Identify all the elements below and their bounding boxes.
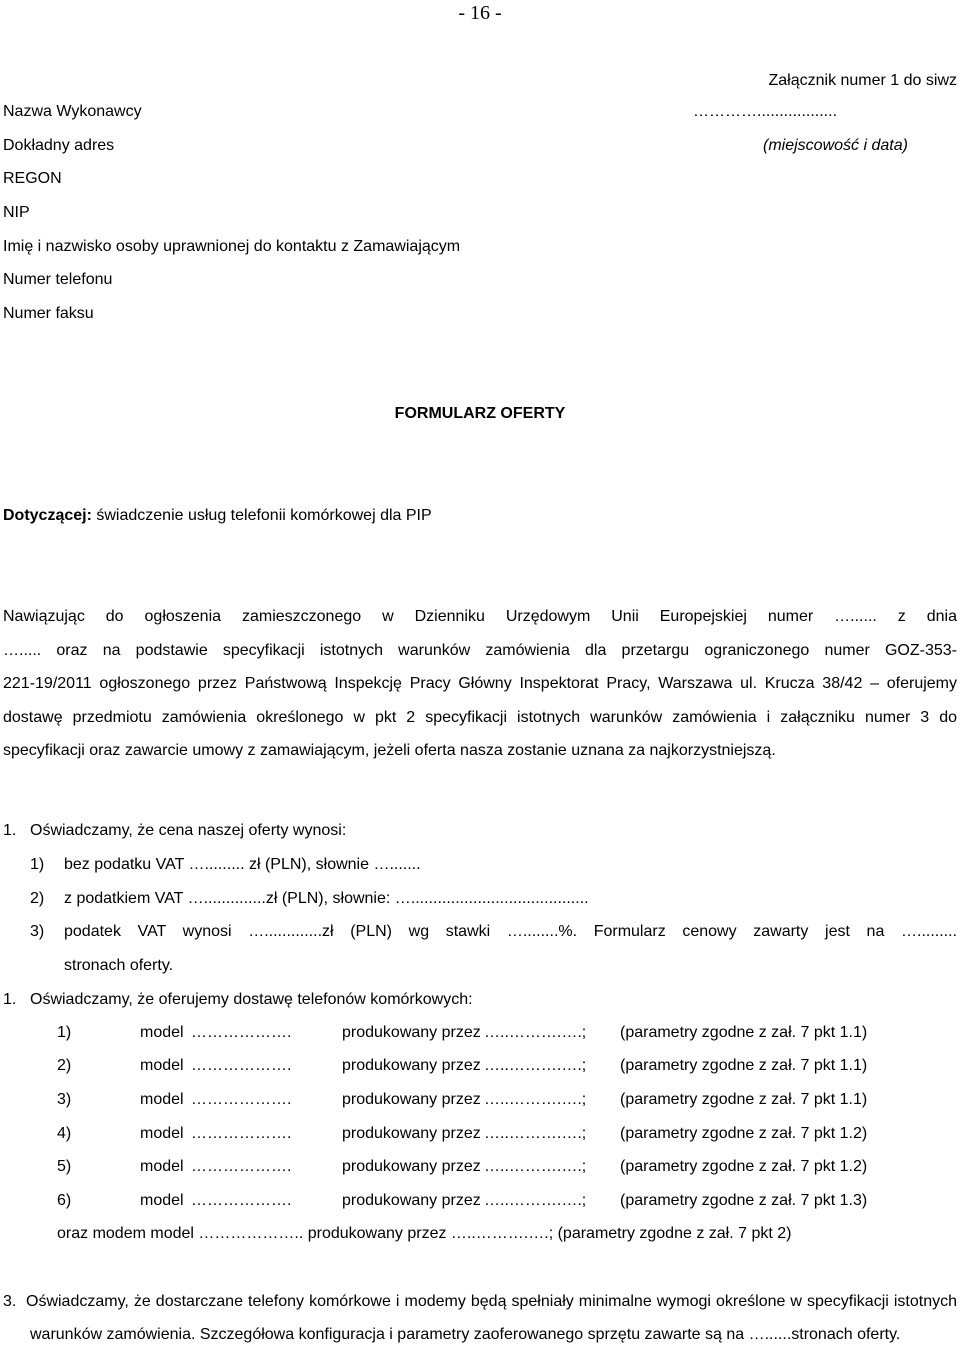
phone-row-number: 5): [57, 1158, 72, 1175]
place-date-label: (miejscowość i data): [763, 137, 908, 154]
section3-number: 3.: [3, 1293, 17, 1310]
section1-item-3-continuation: stronach oferty.: [64, 957, 174, 974]
phone-row-params: (parametry zgodne z zał. 7 pkt 1.1): [620, 1057, 868, 1074]
intro-line-5: specyfikacji oraz zawarcie umowy z zamawiającym, jeżeli oferta nasza zostanie uznana za najkorzystniejszą.: [3, 742, 776, 759]
phone-row-producer-label: produkowany przez: [342, 1024, 481, 1041]
phone-row-params: (parametry zgodne z zał. 7 pkt 1.3): [620, 1192, 868, 1209]
phone-row-model-dots: ……………….: [191, 1091, 292, 1108]
phone-row-producer-dots: …..……….….;: [484, 1125, 587, 1142]
section3-line-1: Oświadczamy, że dostarczane telefony komórkowe i modemy będą spełniały minimalne wymogi określone w specyfikacji istotnych: [26, 1293, 957, 1310]
phone-row-number: 3): [57, 1091, 72, 1108]
section1-item-2-text: z podatkiem VAT …..............zł (PLN), słownie: …........................................: [64, 890, 589, 907]
phone-row-model-label: model: [140, 1057, 184, 1074]
section1-item-2-number: 2): [30, 890, 45, 907]
section3-line-2: warunków zamówienia. Szczegółowa konfiguracja i parametry zaoferowanego sprzętu zawarte są na …......stronach oferty.: [30, 1326, 901, 1343]
phone-row-params: (parametry zgodne z zał. 7 pkt 1.2): [620, 1158, 868, 1175]
field-phone: Numer telefonu: [3, 271, 113, 288]
intro-line-2: …..... oraz na podstawie specyfikacji istotnych warunków zamówienia dla przetargu ograniczonego numer GOZ-353-: [3, 642, 957, 659]
intro-line-3: 221-19/2011 ogłoszonego przez Państwową Inspekcję Pracy Główny Inspektorat Pracy, Warszawa ul. Krucza 38/42 – oferujemy: [3, 675, 957, 692]
form-title: FORMULARZ OFERTY: [394, 405, 566, 422]
phone-row-number: 6): [57, 1192, 72, 1209]
section1-item-1-number: 1): [30, 856, 45, 873]
field-contact-person: Imię i nazwisko osoby uprawnionej do kontaktu z Zamawiającym: [3, 238, 461, 255]
attachment-label: Załącznik numer 1 do siwz: [768, 72, 957, 89]
phone-row-model-dots: ……………….: [191, 1192, 292, 1209]
page-number: - 16 -: [458, 2, 502, 24]
field-nip: NIP: [3, 204, 30, 221]
section1-item-3-number: 3): [30, 923, 45, 940]
phone-row-model-dots: ……………….: [191, 1125, 292, 1142]
phone-row-number: 1): [57, 1024, 72, 1041]
modem-line: oraz modem model ……………….. produkowany przez …..……….….; (parametry zgodne z zał. 7 pkt 2): [57, 1225, 792, 1242]
phone-row-model-label: model: [140, 1091, 184, 1108]
phone-row-model-label: model: [140, 1192, 184, 1209]
intro-line-4: dostawę przedmiotu zamówienia określonego w pkt 2 specyfikacji istotnych warunków zamówienia i załączniku numer 3 do: [3, 709, 957, 726]
section1-item-1-text: bez podatku VAT …......... zł (PLN), słownie ….......: [64, 856, 421, 873]
place-date-dots: …………..................: [693, 103, 838, 120]
phone-row-producer-label: produkowany przez: [342, 1192, 481, 1209]
subject-text: świadczenie usług telefonii komórkowej dla PIP: [91, 507, 432, 524]
phone-row-producer-dots: …..……….….;: [484, 1057, 587, 1074]
section1-heading: Oświadczamy, że cena naszej oferty wynosi:: [30, 822, 347, 839]
section2-number: 1.: [3, 991, 17, 1008]
phone-row-params: (parametry zgodne z zał. 7 pkt 1.2): [620, 1125, 868, 1142]
phone-row-model-label: model: [140, 1158, 184, 1175]
phone-row-model-dots: ……………….: [191, 1024, 292, 1041]
phone-row-params: (parametry zgodne z zał. 7 pkt 1.1): [620, 1024, 868, 1041]
section2-heading: Oświadczamy, że oferujemy dostawę telefonów komórkowych:: [30, 991, 473, 1008]
phone-row-producer-dots: …..……….….;: [484, 1024, 587, 1041]
phone-row-producer-dots: …..……….….;: [484, 1091, 587, 1108]
phone-row-producer-label: produkowany przez: [342, 1125, 481, 1142]
subject-line: [3, 506, 432, 526]
phone-row-producer-label: produkowany przez: [342, 1057, 481, 1074]
phone-row-producer-dots: …..……….….;: [484, 1158, 587, 1175]
field-contractor-name: Nazwa Wykonawcy: [3, 103, 142, 120]
phone-row-producer-dots: …..……….….;: [484, 1192, 587, 1209]
field-regon: REGON: [3, 170, 62, 187]
intro-line-1: Nawiązując do ogłoszenia zamieszczonego w Dzienniku Urzędowym Unii Europejskiej numer …...... z dnia: [3, 608, 957, 625]
phone-row-model-dots: ……………….: [191, 1158, 292, 1175]
phone-row-producer-label: produkowany przez: [342, 1158, 481, 1175]
field-address: Dokładny adres: [3, 137, 115, 154]
phone-row-producer-label: produkowany przez: [342, 1091, 481, 1108]
phone-row-number: 4): [57, 1125, 72, 1142]
phone-row-model-label: model: [140, 1125, 184, 1142]
phone-row-model-dots: ……………….: [191, 1057, 292, 1074]
section1-item-3-text: podatek VAT wynosi ….............zł (PLN) wg stawki …........%. Formularz cenowy zawarty jest na ….........: [64, 923, 957, 940]
phone-row-number: 2): [57, 1057, 72, 1074]
subject-label: Dotyczącej:: [3, 507, 92, 524]
phone-row-model-label: model: [140, 1024, 184, 1041]
field-fax: Numer faksu: [3, 305, 94, 322]
section1-number: 1.: [3, 822, 17, 839]
phone-row-params: (parametry zgodne z zał. 7 pkt 1.1): [620, 1091, 868, 1108]
